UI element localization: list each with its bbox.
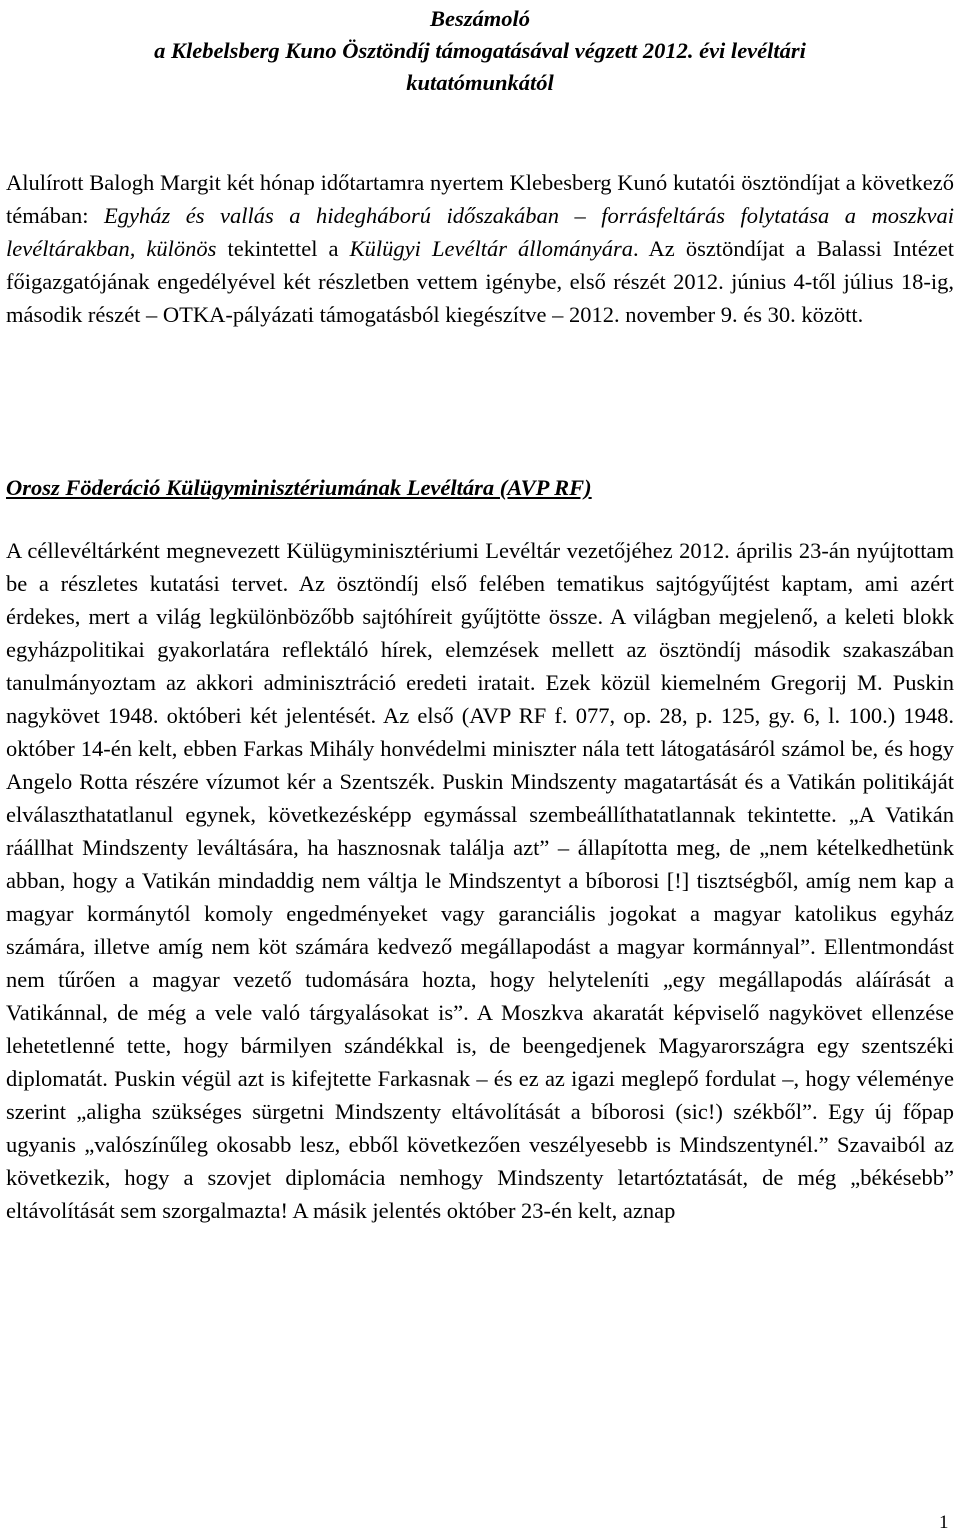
intro-paragraph (6, 166, 954, 331)
archive-name: Külügyi Levéltár állományára (349, 236, 634, 261)
report-title (6, 0, 954, 99)
page-number: 1 (939, 1512, 949, 1533)
intro-text-3: . Az ösztöndíjat a Balassi Intézet főigazgatójának engedélyével két részletben vettem igénybe, első részét 2012. június 4-től július 18-ig, második részét – OTKA-pályázati támogatásból kiegészítve – 2012. november 9. és 30. között. (6, 236, 954, 327)
document-page (6, 0, 954, 1223)
section-heading: Orosz Föderáció Külügyminisztériumának Levéltára (AVP RF) (6, 475, 592, 500)
title-line-2: a Klebelsberg Kuno Ösztöndíj támogatásával végzett 2012. évi levéltári (154, 38, 806, 63)
intro-text-1: Alulírott Balogh Margit két hónap időtartamra nyertem Klebesberg Kunó kutatói ösztöndíjat a következő témában: (6, 170, 954, 228)
intro-text-2: tekintettel a (216, 236, 350, 261)
research-topic: Egyház és vallás a hidegháború időszakában – forrásfeltárás folytatása a moszkvai levéltárakban, különös (6, 203, 954, 261)
title-line-3: kutatómunkától (406, 70, 554, 95)
title-line-1: Beszámoló (429, 6, 530, 31)
body-paragraph: A céllevéltárként megnevezett Külügyminisztériumi Levéltár vezetőjéhez 2012. április 23-án nyújtottam be a részletes kutatási tervet. Az ösztöndíj első felében tematikus sajtógyűjtést kaptam, ami azért érdekes, mert a világ legkülönbözőbb sajtóhíreit gyűjtötte össze. A világban megjelenő, a keleti blokk egyházpolitikai gyakorlatára reflektáló hírek, elemzések mellett az ösztöndíj második szakaszában tanulmányoztam az akkori adminisztráció eredeti iratait. Ezek közül kiemelném Gregorij M. Puskin nagykövet 1948. októberi két jelentését. Az első (AVP RF f. 077, op. 28, p. 125, gy. 6, l. 100.) 1948. október 14-én kelt, ebben Farkas Mihály honvédelmi miniszter nála tett látogatásáról számol be, és hogy Angelo Rotta részére vízumot kér a Szentszék. Puskin Mindszenty magatartását és a Vatikán politikáját elválaszthatatlanul egynek, következésképp egymással szembeállíthatatlannak tekintette. „A Vatikán ráállhat Mindszenty leváltására, ha hasznosnak találja azt” – állapította meg, de „nem kételkedhetünk abban, hogy a Vatikán mindaddig nem váltja le Mindszentyt a bíborosi [!] tisztségből, amíg nem kap a magyar kormánytól komoly engedményeket vagy garanciális jogokat a magyar katolikus egyház számára, illetve amíg nem köt számára kedvező megállapodást a magyar kormánnyal”. Ellentmondást nem tűrően a magyar vezető tudomására hozta, hogy helyteleníti „egy megállapodás aláírását a Vatikánnal, de még a vele való tárgyalásokat is”. A Moszkva akaratát képviselő nagykövet ellenzése lehetetlenné tette, hogy bármilyen szándékkal is, de beengedjenek Magyarországra egy szentszéki diplomatát. Puskin végül azt is kifejtette Farkasnak – és ez az igazi meglepő fordulat –, hogy véleménye szerint „aligha szükséges sürgetni Mindszenty eltávolítását a bíborosi (sic!) székből”. Egy új főpap ugyanis „valószínűleg okosabb lesz, ebből következően veszélyesebb is Mindszentynél.” Szavaiból az következik, hogy a szovjet diplomácia nemhogy Mindszenty letartóztatását, de még „békésebb” eltávolítását sem szorgalmazta! A másik jelentés október 23-én kelt, aznap (6, 538, 954, 1223)
